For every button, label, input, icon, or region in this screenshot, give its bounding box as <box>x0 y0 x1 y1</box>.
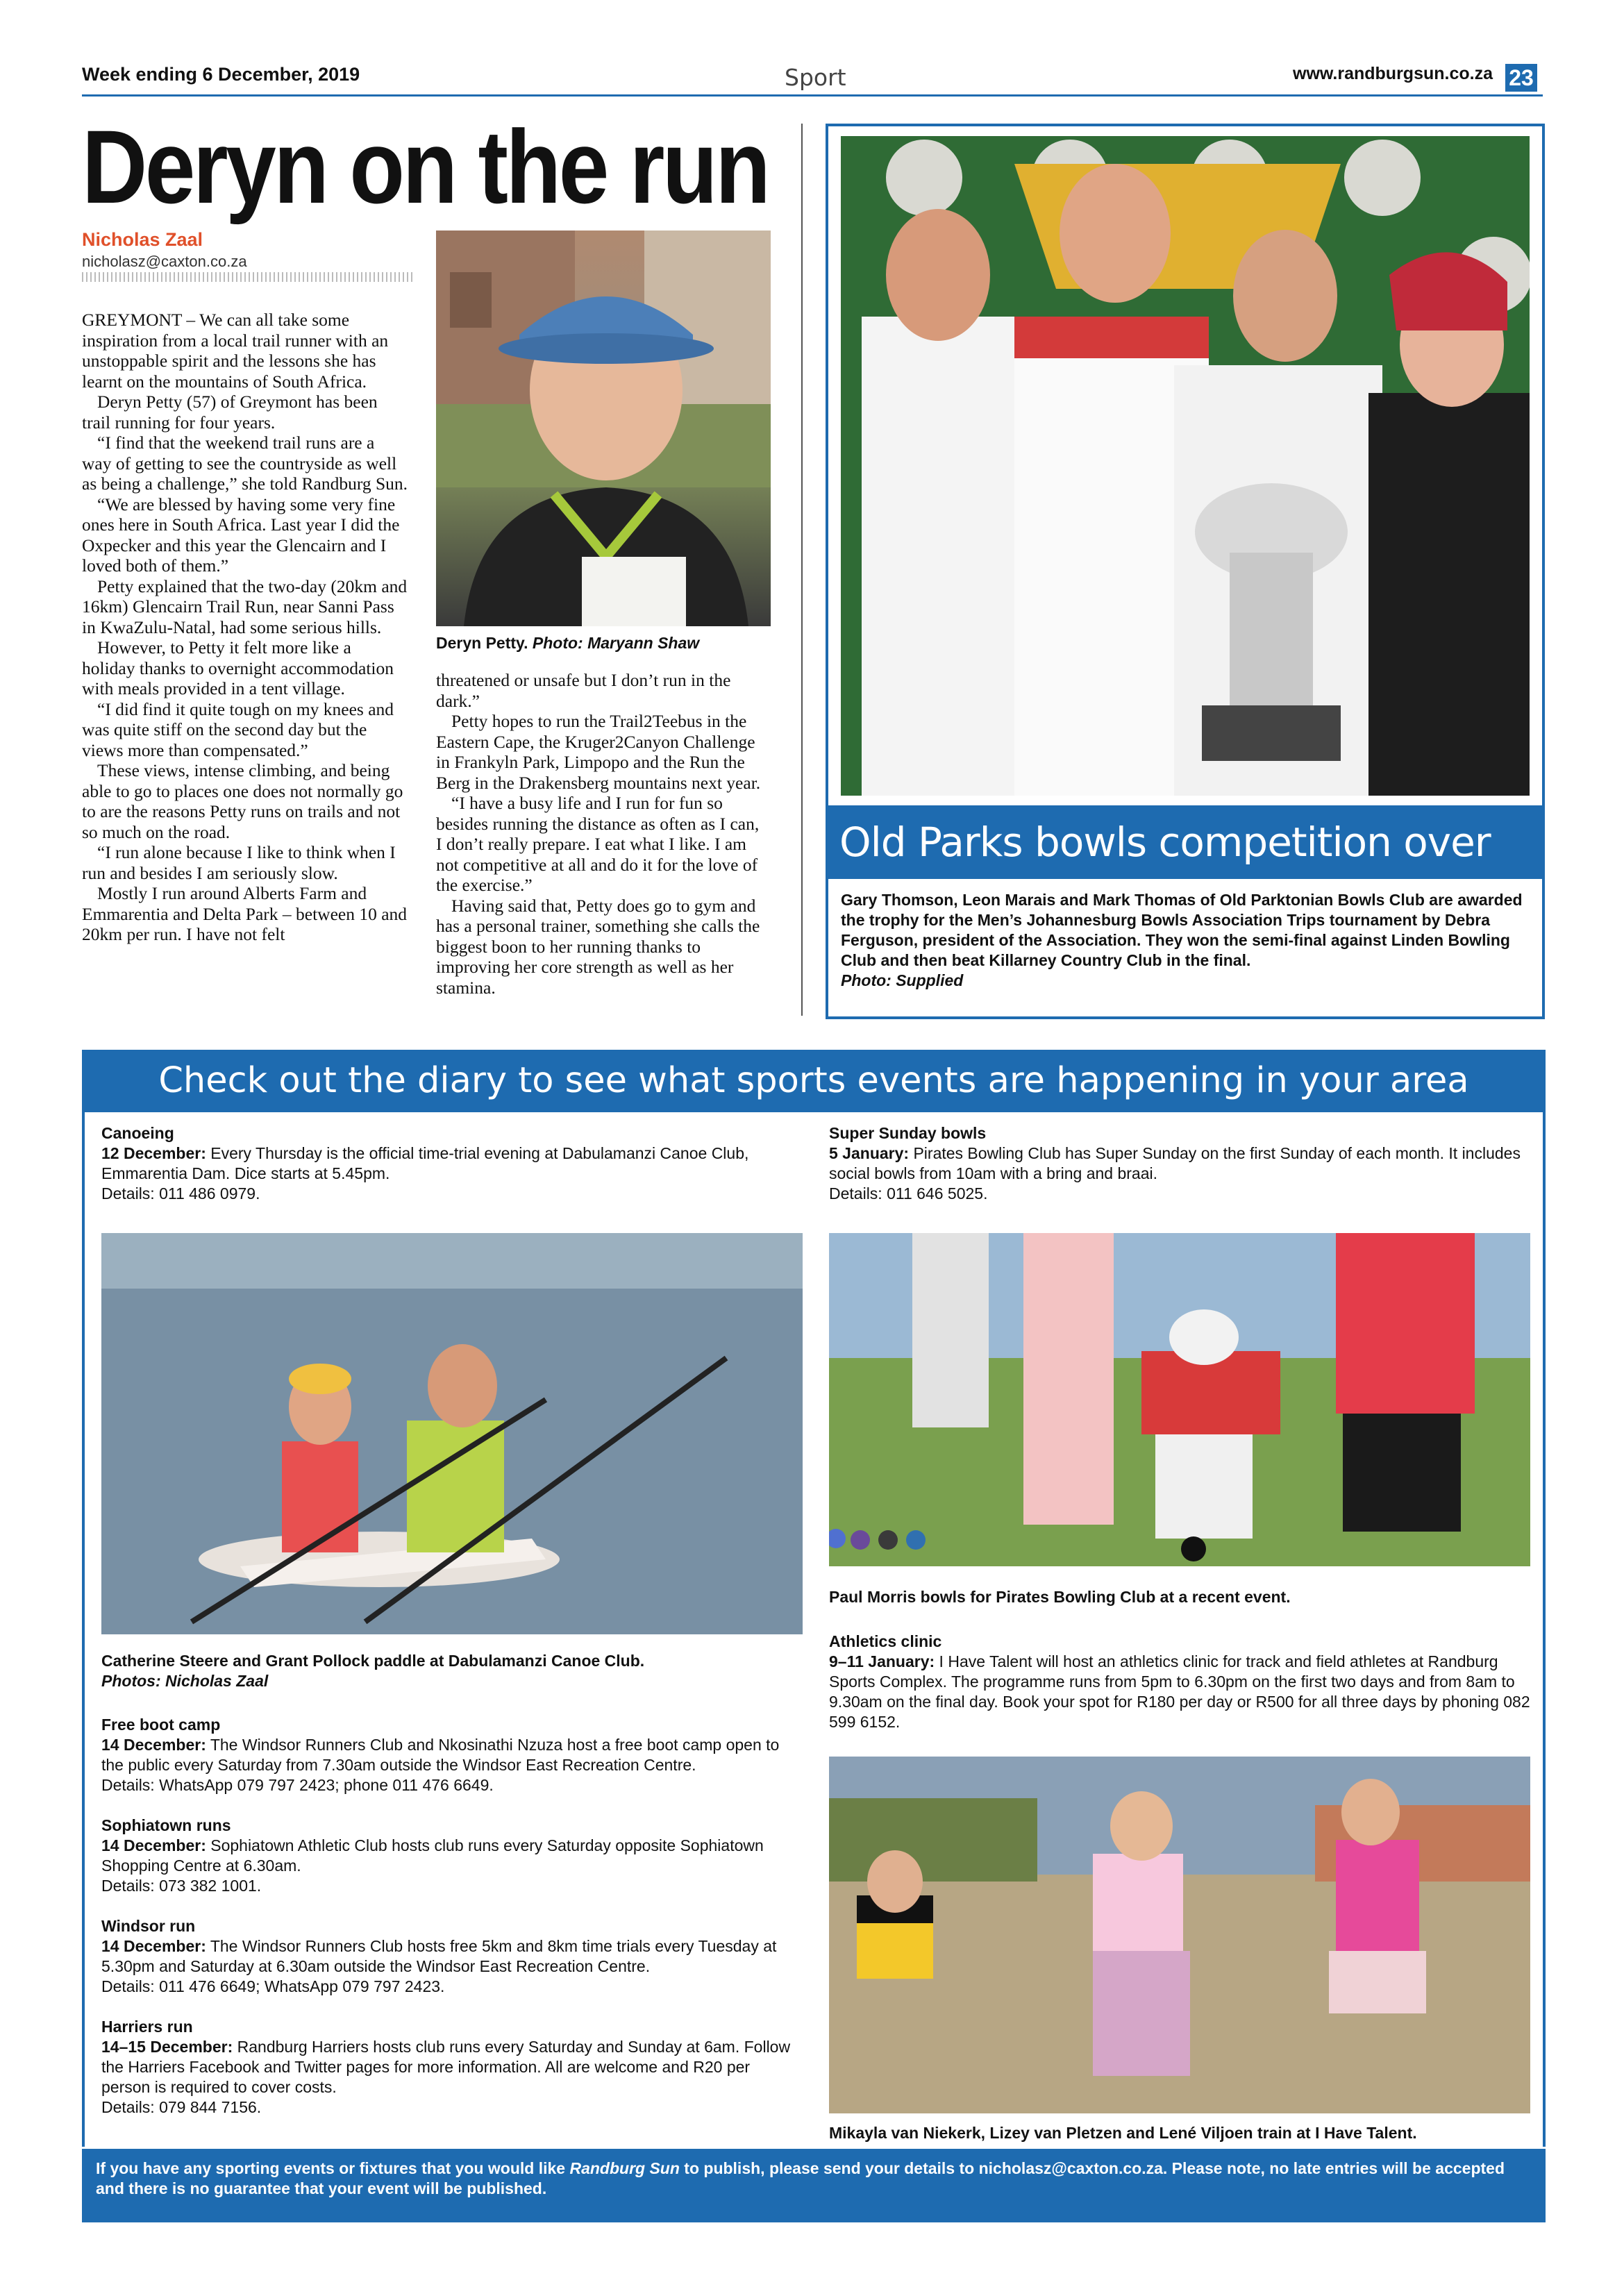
runner-photo-caption: Deryn Petty. Photo: Maryann Shaw <box>436 634 700 652</box>
bowler-photo-illustration <box>829 1233 1530 1566</box>
bowls-photo-illustration <box>841 136 1530 796</box>
article-paragraph: Petty explained that the two-day (20km and 16km) Glencairn Trail Run, near Sanni Pass in KwaZulu-Natal, had some serious hills. <box>82 576 408 637</box>
diary-entry-date: 14 December: <box>101 1937 206 1955</box>
page-number: 23 <box>1505 64 1537 92</box>
diary-entry-text: Randburg Harriers hosts club runs every Saturday and Sunday at 6am. Follow the Harriers Facebook and Twitter pages for more information. All are welcome and R20 per person is required to cover costs. <box>101 2038 791 2096</box>
diary-entry <box>101 1715 803 1795</box>
article-paragraph: Deryn Petty (57) of Greymont has been trail running for four years. <box>82 392 378 433</box>
article-paragraph: Mostly I run around Alberts Farm and Emmarentia and Delta Park – between 10 and 20km per run. I have not felt <box>82 883 408 944</box>
bowls-trophy-photo <box>841 136 1530 796</box>
diary-title: Check out the diary to see what sports events are happening in your area <box>82 1050 1546 1112</box>
article-paragraph: “I did find it quite tough on my knees and was quite stiff on the second day but the views more than compensated.” <box>82 698 394 760</box>
author-email[interactable]: nicholasz@caxton.co.za <box>82 253 247 270</box>
article-column-1 <box>82 310 408 945</box>
diary-entry-details: Details: WhatsApp 079 797 2423; phone 011 476 6649. <box>101 1776 494 1794</box>
diary-left-bottom <box>101 1715 803 2138</box>
diary-entry-text: I Have Talent will host an athletics clinic for track and field athletes at Randburg Sports Complex. The programme runs from 5pm to 6.30pm on the first two days and from 8am to 9.30am on the final day. Book your spot for R180 per day or R500 for all three days by phoning 082 599 6152. <box>829 1652 1530 1731</box>
byline-rule <box>82 272 415 282</box>
article-paragraph: “I find that the weekend trail runs are a way of getting to see the countryside as well as being a challenge,” she told Randburg Sun. <box>82 433 408 494</box>
article-paragraph: Petty hopes to run the Trail2Teebus in the Eastern Cape, the Kruger2Canyon Challenge in Frankyln Park, Limpopo and the Run the Berg in the Drakensberg mountains next year. <box>436 711 761 793</box>
canoe-photo-caption: Catherine Steere and Grant Pollock paddle at Dabulamanzi Canoe Club. Photos: Nicholas Zaal <box>101 1652 645 1690</box>
submission-notice: If you have any sporting events or fixtures that you would like Randburg Sun to publish, please send your details to nicholasz@caxton.co.za. Please note, no late entries will be accepted and there is no guarantee that your event will be published. <box>82 2149 1546 2222</box>
article-paragraph: “We are blessed by having some very fine ones here in South Africa. Last year I did the Oxpecker and this year the Glencairn and I loved both of them.” <box>82 494 400 576</box>
author-name: Nicholas Zaal <box>82 229 203 250</box>
section-name: Sport <box>785 64 846 91</box>
bowler-photo <box>829 1233 1530 1566</box>
header-rule <box>82 94 1543 97</box>
diary-left-top <box>101 1123 803 1224</box>
diary-entry-title: Canoeing <box>101 1124 174 1142</box>
bowls-story-title: Old Parks bowls competition over <box>828 805 1542 879</box>
diary-entry-date: 14 December: <box>101 1736 206 1754</box>
diary-entry-text: Pirates Bowling Club has Super Sunday on the first Sunday of each month. It includes social bowls from 10am with a bring and braai. <box>829 1144 1521 1182</box>
runner-photo-illustration <box>436 231 771 626</box>
diary-entry-details: Details: 011 476 6649; WhatsApp 079 797 2423. <box>101 1977 445 1995</box>
diary-entry-title: Windsor run <box>101 1917 196 1935</box>
diary-entry <box>101 1123 803 1204</box>
bowls-story-box <box>826 124 1545 1019</box>
website-link[interactable]: www.randburgsun.co.za <box>1293 64 1493 83</box>
diary-entry-date: 5 January: <box>829 1144 910 1162</box>
kids-training-photo <box>829 1757 1530 2113</box>
article-paragraph: GREYMONT – We can all take some inspiration from a local trail runner with an unstoppable spirit and the lessons she has learnt on the mountains of South Africa. <box>82 310 389 392</box>
diary-entry-details: Details: 073 382 1001. <box>101 1877 262 1895</box>
diary-right-top <box>829 1123 1530 1224</box>
diary-entry-date: 14–15 December: <box>101 2038 233 2056</box>
diary-entry-text: Every Thursday is the official time-trial evening at Dabulamanzi Canoe Club, Emmarentia Dam. Dice starts at 5.45pm. <box>101 1144 749 1182</box>
diary-entry-title: Sophiatown runs <box>101 1816 231 1834</box>
bowler-photo-caption: Paul Morris bowls for Pirates Bowling Club at a recent event. <box>829 1588 1291 1606</box>
diary-entry <box>829 1123 1530 1204</box>
bowls-photo-caption: Gary Thomson, Leon Marais and Mark Thomas of Old Parktonian Bowls Club are awarded the trophy for the Men’s Johannesburg Bowls Association Trips tournament by Debra Ferguson, president of the Association. They won the semi-final against Linden Bowling Club and then beat Killarney Country Club in the final. Photo: Supplied <box>841 891 1523 989</box>
diary-entry-title: Athletics clinic <box>829 1632 942 1650</box>
diary-entry <box>101 1816 803 1896</box>
column-divider <box>801 124 803 1016</box>
diary-entry-date: 9–11 January: <box>829 1652 935 1670</box>
diary-entry-text: The Windsor Runners Club and Nkosinathi Nzuza host a free boot camp open to the public every Saturday from 7.30am outside the Windsor East Recreation Centre. <box>101 1736 780 1774</box>
diary-entry-text: The Windsor Runners Club hosts free 5km and 8km time trials every Tuesday at 5.30pm and Saturday at 6.30am outside the Windsor East Recreation Centre. <box>101 1937 777 1975</box>
kids-photo-illustration <box>829 1757 1530 2113</box>
kids-photo-caption: Mikayla van Niekerk, Lizey van Pletzen and Lené Viljoen train at I Have Talent. <box>829 2124 1417 2142</box>
diary-entry-title: Super Sunday bowls <box>829 1124 987 1142</box>
diary-entry-text: Sophiatown Athletic Club hosts club runs every Saturday opposite Sophiatown Shopping Centre at 6.30am. <box>101 1836 764 1875</box>
diary-entry-date: 12 December: <box>101 1144 206 1162</box>
diary-right-middle <box>829 1632 1530 1752</box>
headline: Deryn on the run <box>82 108 769 225</box>
article-paragraph: These views, intense climbing, and being able to go to places one does not normally go to are the reasons Petty runs on trails and not so much on the road. <box>82 760 403 842</box>
article-paragraph: Having said that, Petty does go to gym and has a personal trainer, something she calls the biggest boon to her running thanks to improving her core strength as well as her stamina. <box>436 895 760 998</box>
canoe-photo-illustration <box>101 1233 803 1634</box>
diary-entry-details: Details: 011 646 5025. <box>829 1184 988 1203</box>
article-paragraph: threatened or unsafe but I don’t run in the dark.” <box>436 670 731 711</box>
diary-entry <box>829 1632 1530 1732</box>
article-paragraph: “I run alone because I like to think when I run and besides I am seriously slow. <box>82 842 396 883</box>
canoe-photo <box>101 1233 803 1634</box>
diary-entry-title: Free boot camp <box>101 1716 221 1734</box>
diary-entry-details: Details: 079 844 7156. <box>101 2098 262 2116</box>
runner-photo <box>436 231 771 626</box>
article-paragraph: However, to Petty it felt more like a holiday thanks to overnight accommodation with meals provided in a tent village. <box>82 637 394 698</box>
diary-entry-date: 14 December: <box>101 1836 206 1854</box>
article-paragraph: “I have a busy life and I run for fun so besides running the distance as often as I can, I don’t really prepare. I eat what I like. I am not competitive at all and do it for the love of the exercise.” <box>436 793 760 895</box>
article-column-2 <box>436 670 762 998</box>
diary-entry <box>101 2017 803 2118</box>
diary-entry-title: Harriers run <box>101 2018 193 2036</box>
diary-entry <box>101 1916 803 1997</box>
issue-date: Week ending 6 December, 2019 <box>82 64 360 85</box>
diary-entry-details: Details: 011 486 0979. <box>101 1184 260 1203</box>
